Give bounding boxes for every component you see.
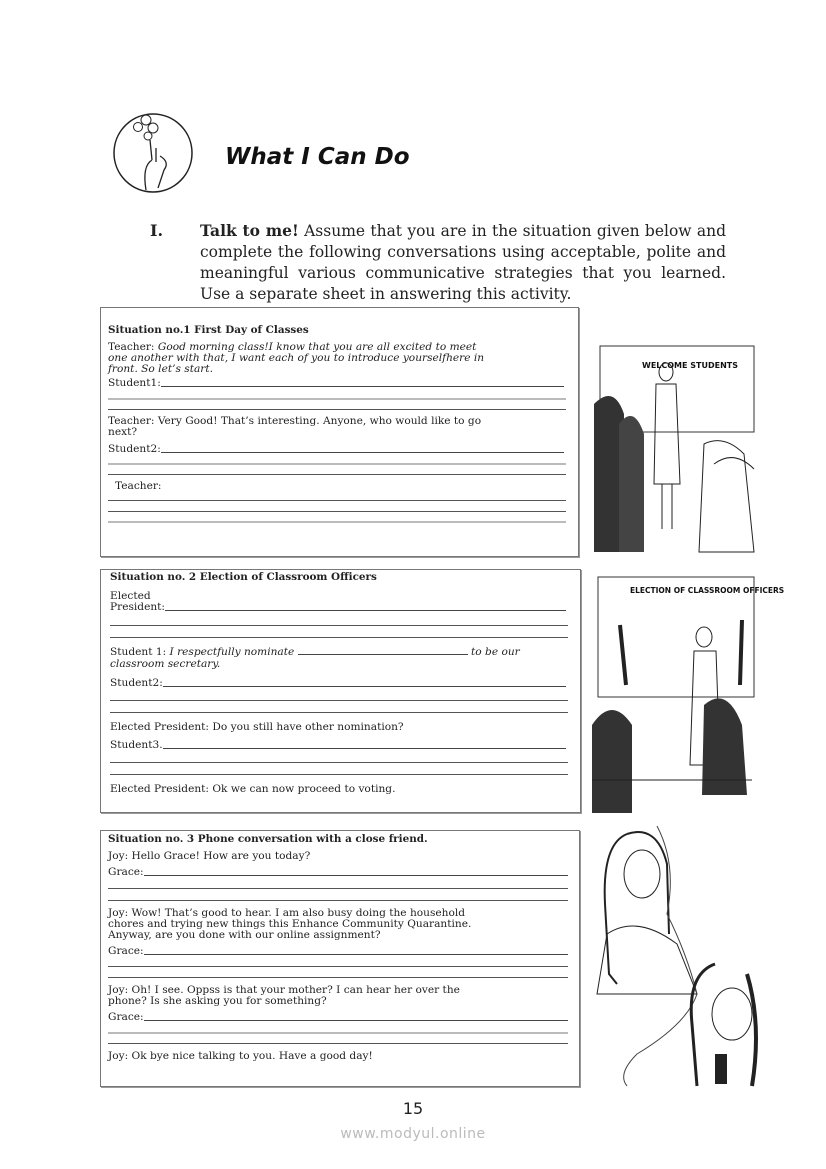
dialogue-text: classroom secretary. bbox=[110, 658, 221, 670]
speaker-label: Student2: bbox=[110, 677, 163, 689]
answer-line[interactable] bbox=[110, 762, 568, 763]
dialogue-text: Elected President: Do you still have other nomination? bbox=[110, 721, 404, 733]
dialogue-text: Teacher: Very Good! That’s interesting. Anyone, who would like to go bbox=[108, 415, 482, 427]
answer-line[interactable] bbox=[110, 700, 568, 701]
item-number: I. bbox=[150, 221, 164, 240]
speaker-label: Student2: bbox=[108, 443, 161, 455]
page-number: 15 bbox=[402, 1099, 424, 1118]
answer-line[interactable] bbox=[110, 637, 568, 638]
hand-with-gears-icon bbox=[112, 110, 196, 196]
situation-3-heading: Situation no. 3 Phone conversation with a close friend. bbox=[108, 833, 428, 845]
speaker-label: Student 1: bbox=[110, 646, 167, 658]
answer-line[interactable] bbox=[108, 888, 568, 889]
classroom-welcome-illustration bbox=[594, 344, 756, 552]
answer-field[interactable] bbox=[108, 867, 568, 878]
answer-line[interactable] bbox=[108, 398, 566, 400]
instruction-body: Assume that you are in the situation given below and complete the following conversations using acceptable, polite and meaningful various communicative strategies that you learned. Use a separate sheet in answering this activity. bbox=[200, 222, 726, 303]
illustration-caption: ELECTION OF CLASSROOM OFFICERS bbox=[630, 586, 785, 595]
answer-line[interactable] bbox=[108, 521, 566, 523]
answer-field[interactable] bbox=[108, 378, 564, 389]
page-title: What I Can Do bbox=[225, 144, 410, 170]
nominee-blank[interactable] bbox=[298, 654, 468, 655]
answer-line[interactable] bbox=[108, 977, 568, 978]
dialogue-text: Joy: Oh! I see. Oppss is that your mother? I can hear her over the bbox=[108, 984, 460, 996]
situation-1-heading: Situation no.1 First Day of Classes bbox=[108, 324, 309, 336]
watermark: www.modyul.online bbox=[340, 1126, 486, 1142]
illustration-caption: WELCOME STUDENTS bbox=[642, 361, 739, 370]
answer-line[interactable] bbox=[108, 474, 566, 475]
nomination-line bbox=[110, 647, 520, 658]
speaker-label: Grace: bbox=[108, 1011, 144, 1023]
answer-field[interactable] bbox=[110, 678, 566, 689]
answer-line[interactable] bbox=[108, 511, 566, 512]
dialogue-text: Elected President: Ok we can now proceed to voting. bbox=[110, 783, 396, 795]
answer-line[interactable] bbox=[110, 712, 568, 713]
speaker-label: President: bbox=[110, 601, 165, 613]
speaker-label: Student3. bbox=[110, 739, 163, 751]
answer-line[interactable] bbox=[108, 1043, 568, 1044]
election-illustration bbox=[592, 575, 785, 813]
dialogue-text: Joy: Hello Grace! How are you today? bbox=[108, 850, 311, 862]
dialogue-text: Joy: Wow! That’s good to hear. I am also busy doing the household bbox=[108, 907, 466, 919]
dialogue-text: chores and trying new things this Enhance Community Quarantine. bbox=[108, 918, 472, 930]
instruction-text bbox=[200, 220, 726, 305]
speaker-label: Teacher: bbox=[108, 341, 155, 353]
answer-field[interactable] bbox=[108, 946, 568, 957]
answer-line[interactable] bbox=[110, 774, 568, 775]
instruction-lead: Talk to me! bbox=[200, 221, 299, 240]
speaker-label: Teacher: bbox=[115, 480, 162, 492]
answer-field[interactable] bbox=[108, 1012, 568, 1023]
dialogue-text: Good morning class!I know that you are all excited to meet bbox=[157, 341, 477, 353]
dialogue-text: Anyway, are you done with our online assignment? bbox=[108, 929, 381, 941]
speaker-label: Grace: bbox=[108, 866, 144, 878]
dialogue-text: next? bbox=[108, 426, 138, 438]
answer-field[interactable] bbox=[110, 602, 566, 613]
answer-line[interactable] bbox=[108, 966, 568, 967]
answer-field[interactable] bbox=[108, 444, 564, 455]
dialogue-text: I respectfully nominate bbox=[169, 646, 295, 658]
answer-line[interactable] bbox=[110, 625, 568, 626]
dialogue-text: to be our bbox=[471, 646, 520, 658]
speaker-label: Student1: bbox=[108, 377, 161, 389]
speaker-label: Grace: bbox=[108, 945, 144, 957]
answer-line[interactable] bbox=[108, 500, 566, 501]
answer-line[interactable] bbox=[108, 409, 566, 410]
answer-field[interactable] bbox=[110, 740, 566, 751]
dialogue-text: one another with that, I want each of you to introduce yourselfhere in bbox=[108, 352, 485, 364]
answer-line[interactable] bbox=[108, 1032, 568, 1034]
speaker-label: Elected bbox=[110, 590, 151, 602]
dialogue-text: Joy: Ok bye nice talking to you. Have a good day! bbox=[108, 1050, 373, 1062]
answer-line[interactable] bbox=[108, 900, 568, 901]
dialogue-text: phone? Is she asking you for something? bbox=[108, 995, 327, 1007]
answer-line[interactable] bbox=[108, 463, 566, 465]
phone-conversation-illustration bbox=[597, 824, 757, 1086]
situation-2-heading: Situation no. 2 Election of Classroom Officers bbox=[110, 571, 377, 583]
dialogue-text: front. So let’s start. bbox=[108, 363, 213, 375]
